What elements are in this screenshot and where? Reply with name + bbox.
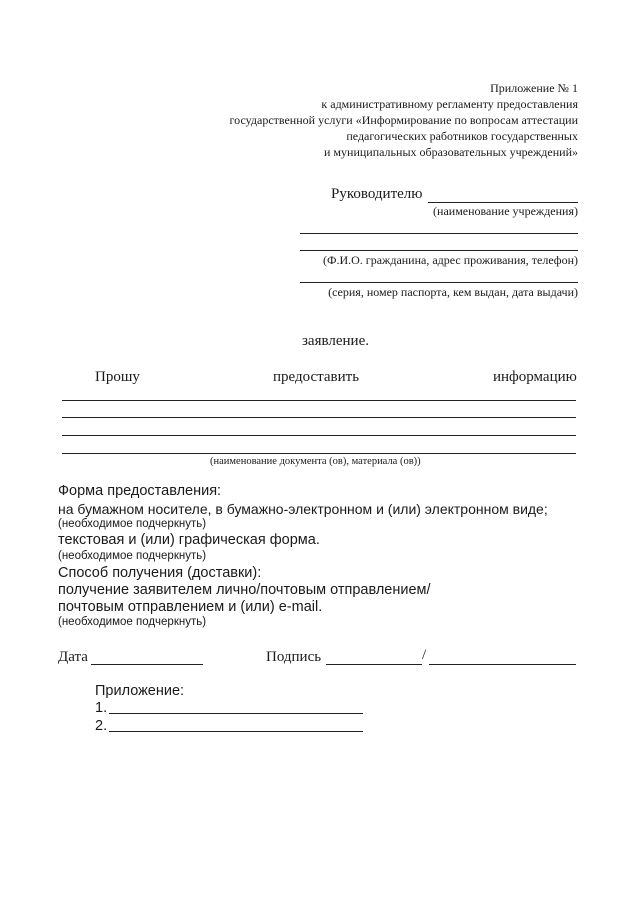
appendix-line: к административному регламенту предоставления	[321, 97, 578, 111]
signature-name-line	[429, 664, 576, 665]
request-line-1	[62, 400, 576, 401]
attachment-item-1: 1.	[95, 700, 108, 716]
form-options: на бумажном носителе, в бумажно-электронном и (или) электронном виде;	[58, 501, 548, 517]
signature-line	[326, 664, 422, 665]
request-line-3	[62, 435, 576, 436]
appendix-line: и муниципальных образовательных учреждений»	[324, 145, 578, 159]
applicant-line-1	[300, 233, 578, 234]
request-word-1: Прошу	[95, 369, 140, 385]
form-type: текстовая и (или) графическая форма.	[58, 532, 320, 548]
underline-note-1: (необходимое подчеркнуть)	[58, 518, 207, 530]
request-line-2	[62, 417, 576, 418]
signature-slash: /	[422, 647, 427, 663]
addressee-label: Руководителю	[331, 186, 423, 202]
applicant-line-2	[300, 250, 578, 251]
attachment-line-1	[109, 713, 363, 714]
delivery-heading: Способ получения (доставки):	[58, 565, 262, 581]
institution-hint: (наименование учреждения)	[433, 204, 578, 218]
institution-line	[428, 202, 578, 203]
underline-note-2: (необходимое подчеркнуть)	[58, 550, 207, 562]
delivery-line-2: почтовым отправлением и (или) e-mail.	[58, 599, 323, 615]
appendix-block	[230, 80, 578, 160]
attachment-line-2	[109, 731, 363, 732]
document-title: заявление.	[302, 333, 369, 349]
applicant-hint: (Ф.И.О. гражданина, адрес проживания, телефон)	[322, 253, 578, 267]
passport-line	[300, 282, 578, 283]
request-word-2: предоставить	[273, 369, 360, 385]
date-label: Дата	[58, 649, 88, 665]
appendix-line: государственной услуги «Информирование по вопросам аттестации	[229, 113, 578, 127]
attachments-heading: Приложение:	[95, 683, 185, 699]
request-word-3: информацию	[493, 369, 577, 385]
underline-note-3: (необходимое подчеркнуть)	[58, 616, 207, 628]
signature-label: Подпись	[266, 649, 322, 665]
appendix-title: Приложение № 1	[490, 81, 578, 95]
document-hint: (наименование документа (ов), материала (ов))	[210, 456, 421, 467]
appendix-line: педагогических работников государственных	[346, 129, 578, 143]
passport-hint: (серия, номер паспорта, кем выдан, дата выдачи)	[328, 285, 578, 299]
request-line-4	[62, 453, 576, 454]
delivery-line-1: получение заявителем лично/почтовым отправлением/	[58, 582, 431, 598]
date-line	[91, 664, 203, 665]
attachment-item-2: 2.	[95, 718, 108, 734]
form-heading: Форма предоставления:	[58, 483, 222, 499]
